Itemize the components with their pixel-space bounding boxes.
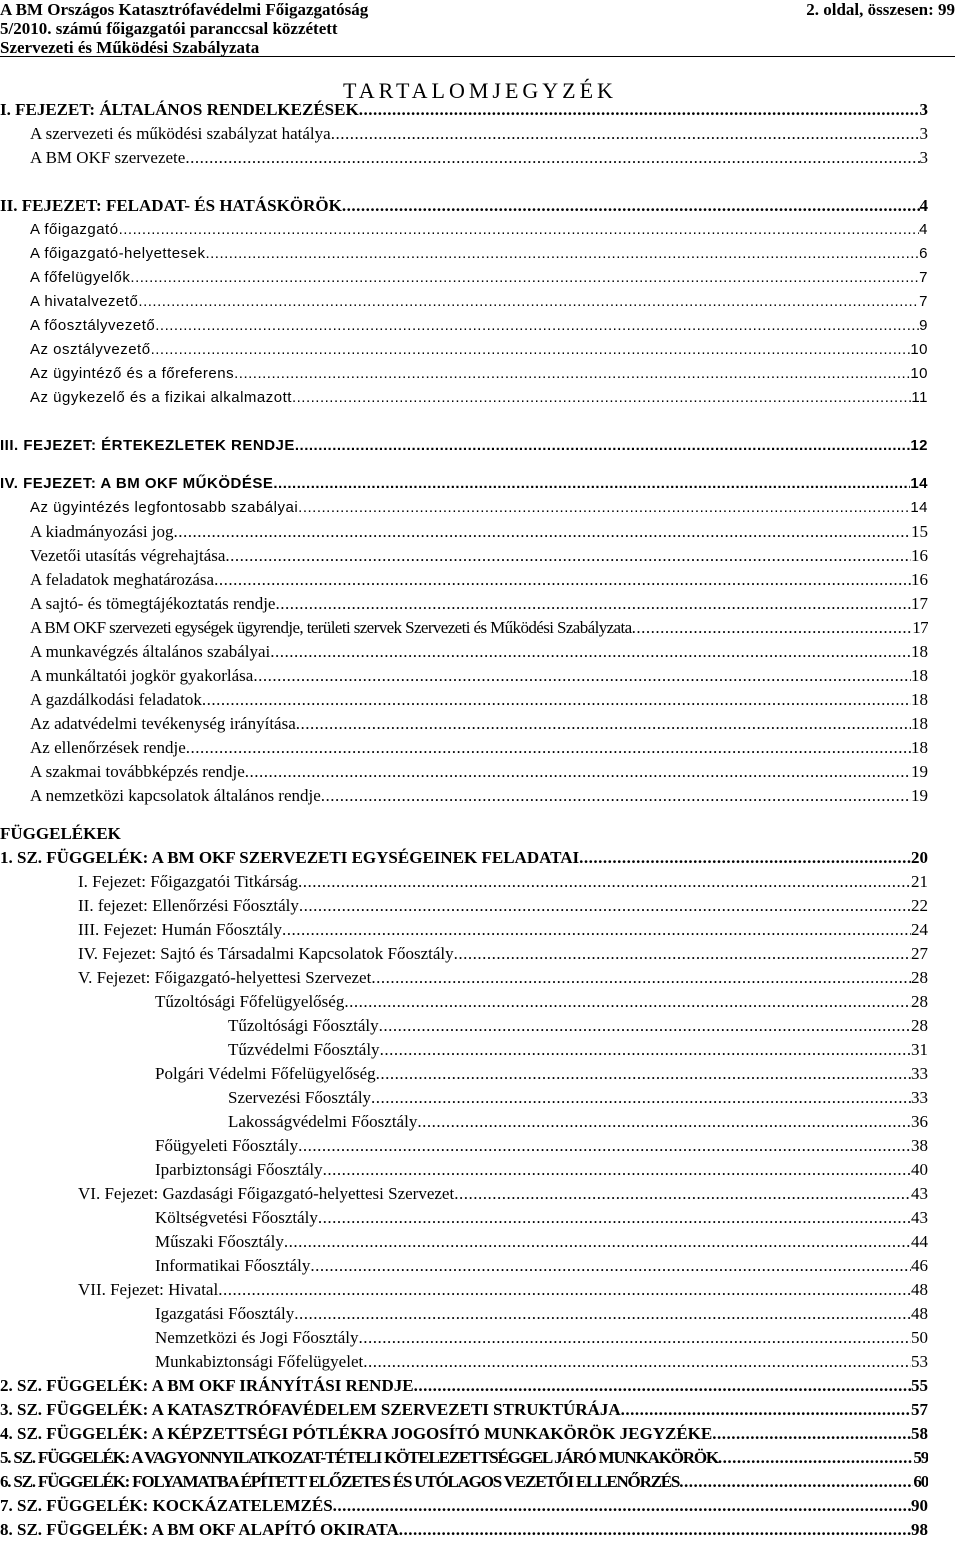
- toc-entry-page: 18: [911, 714, 928, 733]
- toc-dot-leader: [379, 1014, 911, 1038]
- toc-entry[interactable]: [228, 1014, 928, 1038]
- toc-entry-page: 18: [911, 738, 928, 757]
- toc-entry-page: 48: [911, 1304, 928, 1323]
- toc-entry-title: A BM OKF szervezete: [30, 148, 186, 167]
- toc-entry-page: 28: [911, 1016, 928, 1035]
- toc-entry-title: 5. SZ. FÜGGELÉK: A VAGYONNYILATKOZAT-TÉTELI KÖTELEZETTSÉGGEL JÁRÓ MUNKAKÖRÖK: [0, 1448, 718, 1467]
- toc-entry-title: A kiadmányozási jog: [30, 522, 174, 541]
- toc-entry-title: V. Fejezet: Főigazgató-helyettesi Szervezet: [78, 968, 372, 987]
- toc-entry-title: Az adatvédelmi tevékenység irányítása: [30, 714, 296, 733]
- toc-entry[interactable]: [228, 1086, 928, 1110]
- toc-entry-title: Az osztályvezető: [30, 341, 151, 358]
- toc-dot-leader: [331, 122, 920, 146]
- toc-entry-page: 17: [911, 594, 928, 613]
- toc-entry[interactable]: [0, 846, 928, 870]
- toc-entry[interactable]: [155, 1062, 928, 1086]
- toc-entry[interactable]: [30, 338, 928, 362]
- toc-dot-leader: [202, 688, 911, 712]
- toc-entry[interactable]: [30, 218, 928, 242]
- toc-dot-leader: [185, 146, 919, 170]
- toc-dot-leader: [282, 918, 911, 942]
- toc-dot-leader: [318, 1206, 911, 1230]
- page-header: [0, 0, 955, 56]
- toc-dot-leader: [454, 1182, 911, 1206]
- toc-dot-leader: [632, 616, 913, 640]
- toc-entry[interactable]: [30, 290, 928, 314]
- toc-dot-leader: [310, 1254, 911, 1278]
- toc-dot-leader: [344, 990, 911, 1014]
- toc-dot-leader: [371, 966, 911, 990]
- toc-dot-leader: [579, 846, 911, 870]
- toc-entry[interactable]: [155, 1326, 928, 1350]
- toc-entry-page: 28: [911, 968, 928, 987]
- toc-dot-leader: [679, 1470, 913, 1494]
- toc-dot-leader: [151, 338, 911, 362]
- toc-entry-page: 7: [919, 269, 928, 286]
- toc-entry[interactable]: [30, 386, 928, 410]
- toc-entry-title: VI. Fejezet: Gazdasági Főigazgató-helyettesi Szervezet: [78, 1184, 455, 1203]
- toc-dot-leader: [321, 784, 911, 808]
- toc-entry-page: 31: [911, 1040, 928, 1059]
- toc-dot-leader: [138, 290, 919, 314]
- toc-entry-title: Munkabiztonsági Főfelügyelet: [155, 1352, 364, 1371]
- toc-entry-title: Vezetői utasítás végrehajtása: [30, 546, 226, 565]
- toc-entry[interactable]: [155, 990, 928, 1014]
- toc-entry-title: 6. SZ. FÜGGELÉK: FOLYAMATBA ÉPÍTETT ELŐZETES ÉS UTÓLAGOS VEZETŐI ELLENŐRZÉS: [0, 1472, 680, 1491]
- toc-entry[interactable]: [78, 966, 928, 990]
- toc-dot-leader: [399, 1518, 911, 1542]
- toc-entry[interactable]: [30, 242, 928, 266]
- toc-entry-page: 22: [911, 896, 928, 915]
- toc-entry-page: 6: [919, 245, 928, 262]
- toc-entry-title: Tűzoltósági Főfelügyelőség: [155, 992, 345, 1011]
- toc-dot-leader: [294, 1302, 911, 1326]
- toc-dot-leader: [359, 98, 920, 122]
- toc-dot-leader: [130, 266, 919, 290]
- toc-entry-title: III. Fejezet: Humán Főosztály: [78, 920, 282, 939]
- toc-dot-leader: [119, 218, 920, 242]
- toc-entry-page: 46: [911, 1256, 928, 1275]
- toc-entry-page: 12: [910, 437, 928, 454]
- toc-entry-page: 27: [911, 944, 928, 963]
- toc-entry-title: II. fejezet: Ellenőrzési Főosztály: [78, 896, 299, 915]
- toc-entry-page: 33: [911, 1088, 928, 1107]
- toc-dot-leader: [298, 1134, 911, 1158]
- toc-entry[interactable]: [78, 1278, 928, 1302]
- toc-entry[interactable]: [78, 918, 928, 942]
- toc-entry[interactable]: [0, 1446, 928, 1470]
- toc-entry-title: Az ügyintéző és a főreferens: [30, 365, 235, 382]
- toc-entry-page: 18: [911, 690, 928, 709]
- toc-entry-title: II. FEJEZET: FELADAT- ÉS HATÁSKÖRÖK: [0, 196, 342, 215]
- toc-entry-page: 43: [911, 1184, 928, 1203]
- toc-entry-title: A gazdálkodási feladatok: [30, 690, 202, 709]
- toc-entry-title: A sajtó- és tömegtájékoztatás rendje: [30, 594, 276, 613]
- toc-entry-title: A munkáltatói jogkör gyakorlása: [30, 666, 254, 685]
- toc-entry-title: A szervezeti és működési szabályzat hatálya: [30, 124, 331, 143]
- toc-entry-title: A főigazgató: [30, 221, 119, 238]
- toc-entry-page: 50: [911, 1328, 928, 1347]
- toc-entry[interactable]: [30, 520, 928, 544]
- toc-dot-leader: [718, 1446, 913, 1470]
- toc-entry-page: 10: [910, 365, 928, 382]
- toc-entry-title: Műszaki Főosztály: [155, 1232, 284, 1251]
- toc-entry-page: 60: [913, 1472, 928, 1491]
- toc-entry[interactable]: [78, 870, 928, 894]
- toc-entry-page: 98: [911, 1520, 928, 1539]
- toc-entry-page: 55: [911, 1376, 928, 1395]
- toc-entry-page: 17: [912, 618, 928, 637]
- toc-entry-title: Főügyeleti Főosztály: [155, 1136, 299, 1155]
- toc-dot-leader: [234, 362, 910, 386]
- toc-entry[interactable]: [155, 1302, 928, 1326]
- toc-dot-leader: [323, 1158, 911, 1182]
- header-page-number: 2. oldal, összesen: 99: [806, 0, 955, 19]
- toc-entry-page: 3: [919, 148, 928, 167]
- toc-entry[interactable]: [155, 1350, 928, 1374]
- toc-entry[interactable]: [30, 544, 928, 568]
- toc-entry[interactable]: [30, 688, 928, 712]
- toc-entry-title: A főfelügyelők: [30, 269, 131, 286]
- toc-dot-leader: [359, 1326, 912, 1350]
- toc-entry-title: 1. SZ. FÜGGELÉK: A BM OKF SZERVEZETI EGYSÉGEINEK FELADATAI: [0, 848, 580, 867]
- toc-dot-leader: [205, 242, 919, 266]
- toc-dot-leader: [270, 640, 911, 664]
- toc-entry-title: A BM OKF szervezeti egységek ügyrendje, területi szervek Szervezeti és Működési Szabályzata: [30, 618, 632, 637]
- toc-entry-page: 3: [919, 100, 928, 119]
- toc-entry-title: Az ügykezelő és a fizikai alkalmazott: [30, 389, 292, 406]
- toc-entry-title: Az ellenőrzések rendje: [30, 738, 186, 757]
- toc-entry-title: VII. Fejezet: Hivatal: [78, 1280, 219, 1299]
- toc-dot-leader: [253, 664, 911, 688]
- toc-entry[interactable]: [0, 1470, 928, 1494]
- toc-entry-page: 38: [911, 1136, 928, 1155]
- toc-entry-page: 16: [911, 570, 928, 589]
- toc-entry-title: A főosztályvezető: [30, 317, 156, 334]
- toc-entry-page: 11: [911, 389, 928, 406]
- toc-dot-leader: [273, 472, 910, 496]
- toc-entry-title: Iparbiztonsági Főosztály: [155, 1160, 323, 1179]
- toc-entry-title: A feladatok meghatározása: [30, 570, 215, 589]
- toc-entry-title: A hivatalvezető: [30, 293, 139, 310]
- toc-dot-leader: [454, 942, 911, 966]
- header-document-title: Szervezeti és Működési Szabályzata: [0, 38, 260, 57]
- toc-entry[interactable]: [30, 496, 928, 520]
- toc-entry-title: 3. SZ. FÜGGELÉK: A KATASZTRÓFAVÉDELEM SZERVEZETI STRUKTÚRÁJA: [0, 1400, 621, 1419]
- toc-entry[interactable]: [0, 194, 928, 218]
- toc-entry[interactable]: [155, 1158, 928, 1182]
- toc-entry-page: 53: [911, 1352, 928, 1371]
- toc-entry-page: 20: [911, 848, 928, 867]
- toc-dot-leader: [245, 760, 911, 784]
- toc-entry[interactable]: [0, 1518, 928, 1542]
- toc-entry-title: A munkavégzés általános szabályai: [30, 642, 271, 661]
- toc-dot-leader: [621, 1398, 911, 1422]
- toc-entry[interactable]: [0, 1494, 928, 1518]
- toc-section-label: FÜGGELÉKEK: [0, 824, 121, 843]
- toc-entry-title: Lakosságvédelmi Főosztály: [228, 1112, 418, 1131]
- toc-dot-leader: [417, 1110, 911, 1134]
- toc-dot-leader: [414, 1374, 911, 1398]
- toc-entry[interactable]: [155, 1254, 928, 1278]
- toc-entry-page: 43: [911, 1208, 928, 1227]
- toc-entry[interactable]: [0, 1374, 928, 1398]
- toc-entry-page: 40: [911, 1160, 928, 1179]
- toc-entry-title: Igazgatási Főosztály: [155, 1304, 295, 1323]
- toc-entry[interactable]: [228, 1038, 928, 1062]
- toc-entry-title: A főigazgató-helyettesek: [30, 245, 206, 262]
- toc-dot-leader: [299, 894, 911, 918]
- toc-entry-page: 7: [919, 293, 928, 310]
- toc-dot-leader: [174, 520, 911, 544]
- toc-entry-page: 19: [911, 786, 928, 805]
- toc-entry-title: 7. SZ. FÜGGELÉK: KOCKÁZATELEMZÉS: [0, 1496, 333, 1515]
- toc-entry-title: Tűzoltósági Főosztály: [228, 1016, 379, 1035]
- toc-dot-leader: [284, 1230, 911, 1254]
- toc-dot-leader: [712, 1422, 911, 1446]
- toc-entry-page: 14: [910, 499, 928, 516]
- toc-entry-page: 10: [910, 341, 928, 358]
- toc-dot-leader: [292, 386, 911, 410]
- toc-dot-leader: [155, 314, 919, 338]
- toc-entry[interactable]: [30, 760, 928, 784]
- toc-entry[interactable]: [30, 592, 928, 616]
- toc-entry-page: 58: [911, 1424, 928, 1443]
- toc-entry-title: 8. SZ. FÜGGELÉK: A BM OKF ALAPÍTÓ OKIRATA: [0, 1520, 399, 1539]
- toc-entry-title: A nemzetközi kapcsolatok általános rendje: [30, 786, 321, 805]
- toc-entry-title: I. FEJEZET: ÁLTALÁNOS RENDELKEZÉSEK: [0, 100, 359, 119]
- toc-entry-title: III. FEJEZET: ÉRTEKEZLETEK RENDJE: [0, 437, 295, 454]
- toc-dot-leader: [295, 434, 910, 458]
- toc-entry[interactable]: [155, 1230, 928, 1254]
- toc-entry[interactable]: [30, 640, 928, 664]
- toc-entry[interactable]: [78, 894, 928, 918]
- toc-dot-leader: [225, 544, 911, 568]
- toc-dot-leader: [342, 194, 920, 218]
- toc-entry-title: Költségvetési Főosztály: [155, 1208, 318, 1227]
- toc-entry[interactable]: [0, 434, 928, 458]
- toc-entry-page: 15: [911, 522, 928, 541]
- toc-entry-page: 14: [910, 475, 928, 492]
- toc-entry[interactable]: [30, 146, 928, 170]
- toc-entry-page: 18: [911, 666, 928, 685]
- toc-entry[interactable]: [30, 362, 928, 386]
- toc-entry-title: Az ügyintézés legfontosabb szabályai: [30, 499, 299, 516]
- toc-dot-leader: [186, 736, 911, 760]
- toc-entry-page: 18: [911, 642, 928, 661]
- toc-entry-title: Nemzetközi és Jogi Főosztály: [155, 1328, 359, 1347]
- toc-entry[interactable]: [30, 712, 928, 736]
- toc-entry-title: IV. FEJEZET: A BM OKF MŰKÖDÉSE: [0, 475, 274, 492]
- toc-entry[interactable]: [30, 784, 928, 808]
- toc-entry-title: 2. SZ. FÜGGELÉK: A BM OKF IRÁNYÍTÁSI RENDJE: [0, 1376, 414, 1395]
- toc-entry-page: 4: [919, 196, 928, 215]
- toc-dot-leader: [275, 592, 911, 616]
- toc-entry[interactable]: [155, 1134, 928, 1158]
- toc-entry-page: 28: [911, 992, 928, 1011]
- toc-entry-page: 24: [911, 920, 928, 939]
- toc-entry[interactable]: [30, 664, 928, 688]
- toc-dot-leader: [333, 1494, 911, 1518]
- toc-entry-page: 57: [911, 1400, 928, 1419]
- toc-entry[interactable]: [30, 122, 928, 146]
- toc-entry[interactable]: [155, 1206, 928, 1230]
- toc-entry-page: 19: [911, 762, 928, 781]
- toc-entry-page: 90: [911, 1496, 928, 1515]
- toc-entry-page: 33: [911, 1064, 928, 1083]
- toc-dot-leader: [298, 870, 911, 894]
- toc-entry-page: 44: [911, 1232, 928, 1251]
- toc-entry[interactable]: [228, 1110, 928, 1134]
- toc-entry-page: 9: [919, 317, 928, 334]
- toc-dot-leader: [371, 1086, 911, 1110]
- toc-entry[interactable]: [78, 942, 928, 966]
- toc-dot-leader: [363, 1350, 911, 1374]
- toc-entry[interactable]: [0, 1422, 928, 1446]
- toc-entry-page: 3: [919, 124, 928, 143]
- toc-entry[interactable]: [30, 266, 928, 290]
- toc-entry-title: Informatikai Főosztály: [155, 1256, 311, 1275]
- toc-entry[interactable]: [0, 472, 928, 496]
- header-order: 5/2010. számú főigazgatói paranccsal közzétett: [0, 19, 338, 38]
- toc-entry-title: Tűzvédelmi Főosztály: [228, 1040, 380, 1059]
- toc-entry[interactable]: [78, 1182, 928, 1206]
- toc-entry-page: 4: [919, 221, 928, 238]
- toc-entry-title: IV. Fejezet: Sajtó és Társadalmi Kapcsolatok Főosztály: [78, 944, 454, 963]
- toc-entry[interactable]: [30, 616, 928, 640]
- toc-entry[interactable]: [0, 98, 928, 122]
- toc-entry-title: 4. SZ. FÜGGELÉK: A KÉPZETTSÉGI PÓTLÉKRA JOGOSÍTÓ MUNKAKÖRÖK JEGYZÉKE: [0, 1424, 713, 1443]
- toc-entry-page: 59: [913, 1448, 928, 1467]
- toc-entry[interactable]: [30, 568, 928, 592]
- toc-entry-page: 36: [911, 1112, 928, 1131]
- toc-entry-page: 21: [911, 872, 928, 891]
- toc-entry[interactable]: [30, 314, 928, 338]
- toc-entry[interactable]: [0, 1398, 928, 1422]
- header-organization: A BM Országos Katasztrófavédelmi Főigazgatóság: [0, 0, 369, 19]
- toc-entry-title: A szakmai továbbképzés rendje: [30, 762, 245, 781]
- toc-entry-title: Szervezési Főosztály: [228, 1088, 372, 1107]
- page-title: TARTALOMJEGYZÉK: [343, 78, 617, 103]
- toc-entry-page: 16: [911, 546, 928, 565]
- toc-dot-leader: [376, 1062, 911, 1086]
- toc-dot-leader: [218, 1278, 911, 1302]
- toc-dot-leader: [380, 1038, 911, 1062]
- toc-dot-leader: [214, 568, 911, 592]
- toc-entry-title: I. Fejezet: Főigazgatói Titkárság: [78, 872, 299, 891]
- toc-dot-leader: [296, 712, 911, 736]
- toc-entry-title: Polgári Védelmi Főfelügyelőség: [155, 1064, 376, 1083]
- toc-entry[interactable]: [30, 736, 928, 760]
- toc-dot-leader: [298, 496, 910, 520]
- header-divider: [0, 56, 955, 57]
- toc-entry-page: 48: [911, 1280, 928, 1299]
